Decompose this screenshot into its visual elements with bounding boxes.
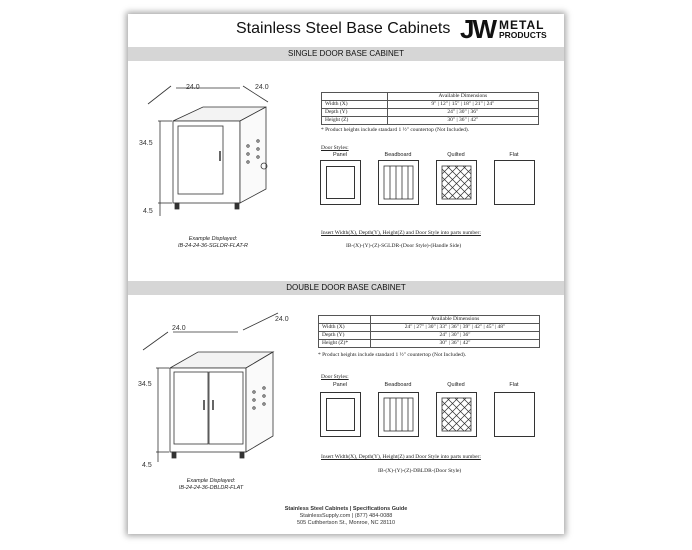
panel-door-icon [320,160,361,205]
flat-door-icon [494,392,535,437]
single-style-panel-label: Panel [332,152,348,158]
single-row-label: Width (X) [322,101,388,109]
single-dimensions-table [321,92,539,125]
double-style-panel-label: Panel [332,382,348,388]
single-cabinet-drawing [128,76,298,226]
double-width-dimension: 24.0 [172,325,186,332]
single-width-dimension: 24.0 [186,84,200,91]
double-row-label: Height (Z)* [319,340,371,348]
single-row-values: 30" | 36" | 42" [387,117,538,125]
single-section-band: SINGLE DOOR BASE CABINET [128,47,564,61]
double-style-beadboard-label: Beadboard [384,382,412,388]
beadboard-door-icon [378,392,419,437]
single-row-label: Depth (Y) [322,109,388,117]
panel-door-icon [320,392,361,437]
single-note: * Product heights include standard 1 ½" countertop (Not Included). [321,127,470,133]
single-style-flat-label: Flat [509,152,519,158]
double-row-values: 30" | 36" | 42" [371,340,540,348]
double-door-styles-label: Door Styles: [321,374,349,380]
single-depth-dimension: 24.0 [255,84,269,91]
double-depth-dimension: 24.0 [275,316,289,323]
double-row-values: 24" | 27" | 30" | 33" | 36" | 39" | 42" | 45" | 48" [371,324,540,332]
double-note: * Product heights include standard 1 ½" countertop (Not Included). [318,352,467,358]
single-row-label: Height (Z) [322,117,388,125]
double-part-number: IB-(X)-(Y)-(Z)-DBLDR-(Door Style) [378,468,462,474]
single-style-beadboard-label: Beadboard [384,152,412,158]
single-leg-dimension: 4.5 [143,208,153,215]
logo-jw: JW [460,14,495,44]
single-table-heading: Available Dimensions [387,93,538,101]
quilted-door-icon [436,160,477,205]
double-dimensions-table [318,315,540,348]
logo-metal: METAL [499,18,545,32]
single-example [158,236,268,250]
double-example-label: Example Displayed: [186,478,236,484]
double-section-band: DOUBLE DOOR BASE CABINET [128,281,564,295]
single-style-quilted-label: Quilted [447,152,465,158]
beadboard-door-icon [378,160,419,205]
flat-door-icon [494,160,535,205]
single-height-dimension: 34.5 [139,140,153,147]
double-style-quilted-label: Quilted [447,382,465,388]
single-door-styles-label: Door Styles: [321,145,349,151]
single-example-label: Example Displayed: [188,236,238,242]
double-table-heading: Available Dimensions [371,316,540,324]
footer-address: 505 Cuthbertson St., Monroe, NC 28110 [296,520,396,526]
single-insert-instructions: Insert Width(X), Depth(Y), Height(Z) and Door Style into parts number: [321,230,481,236]
double-insert-instructions: Insert Width(X), Depth(Y), Height(Z) and Door Style into parts number: [321,454,481,460]
single-example-code: IB-24-24-36-SGLDR-FLAT-R [178,243,248,249]
quilted-door-icon [436,392,477,437]
single-row-values: 24" | 30" | 36" [387,109,538,117]
spec-sheet [128,14,564,534]
double-row-values: 24" | 30" | 36" [371,332,540,340]
double-row-label: Width (X) [319,324,371,332]
double-example-code: IB-24-24-36-DBLDR-FLAT [178,485,244,491]
single-part-number: IB-(X)-(Y)-(Z)-SGLDR-(Door Style)-(Handle Side) [346,243,462,249]
single-row-values: 9" | 12" | 15" | 18" | 21" | 24" [387,101,538,109]
page-title: Stainless Steel Base Cabinets [236,20,451,37]
footer-title: Stainless Steel Cabinets | Specifications Guide [284,506,408,512]
double-leg-dimension: 4.5 [142,462,152,469]
double-example [156,478,266,492]
double-row-label: Depth (Y) [319,332,371,340]
footer-contact: StainlessSupply.com | (877) 484-0088 [299,513,393,519]
double-height-dimension: 34.5 [138,381,152,388]
double-style-flat-label: Flat [509,382,519,388]
double-cabinet-drawing [128,310,298,470]
logo-products: PRODUCTS [499,30,547,40]
